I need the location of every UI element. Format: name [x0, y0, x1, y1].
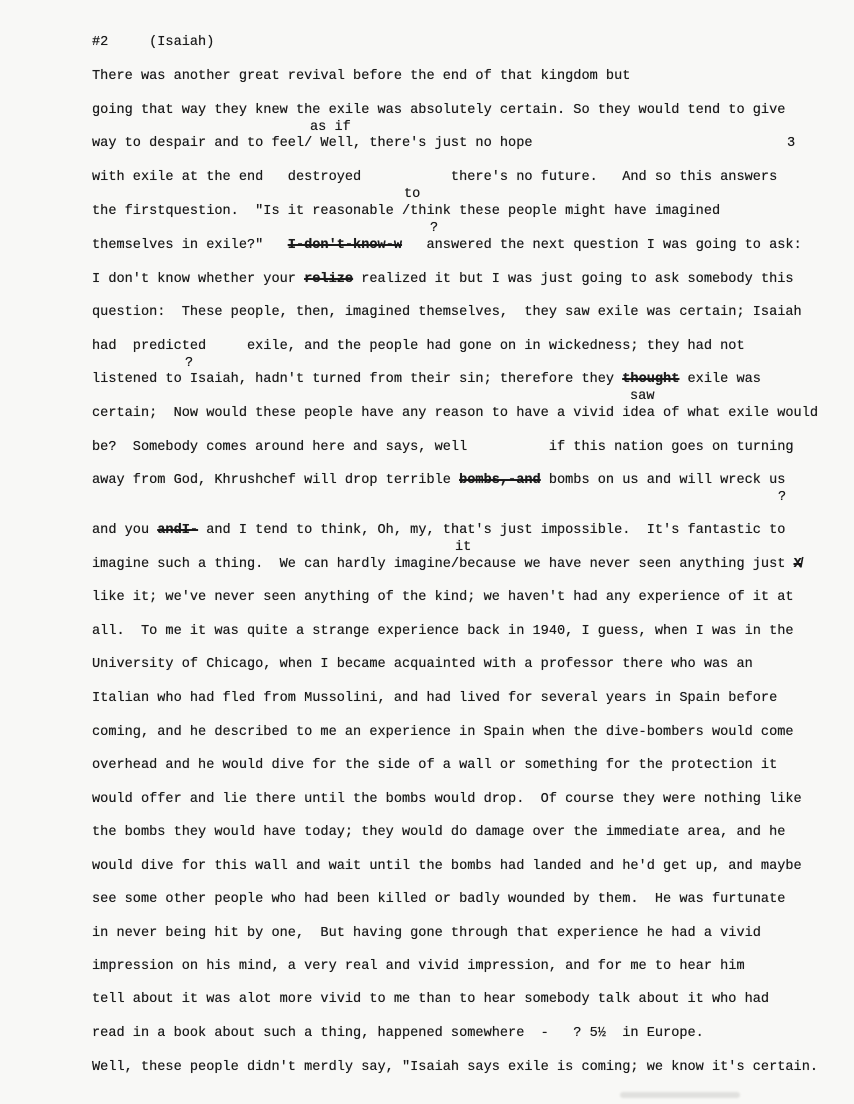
- text-line: question: These people, then, imagined themselves, they saw exile was certain; Isaiah: [92, 305, 802, 320]
- text-line: with exile at the end destroyed there's no future. And so this answers: [92, 170, 778, 185]
- text-line: themselves in exile?" I-don't-know-w answered the next question I was going to ask:: [92, 238, 802, 253]
- text-line: listened to Isaiah, hadn't turned from their sin; therefore they thought exile was: [92, 372, 761, 387]
- text-line: had predicted exile, and the people had gone on in wickedness; they had not: [92, 339, 745, 354]
- insert-as-if: as if: [310, 120, 351, 135]
- insert-to: to: [404, 187, 421, 202]
- text-line: read in a book about such a thing, happened somewhere - ? 5½ in Europe.: [92, 1026, 704, 1041]
- page-number: 3: [787, 136, 796, 151]
- query-mark: ?: [778, 490, 787, 505]
- text-line: the bombs they would have today; they would do damage over the immediate area, and he: [92, 825, 786, 840]
- text-line: going that way they knew the exile was absolutely certain. So they would tend to give: [92, 103, 786, 118]
- text-line: see some other people who had been killed or badly wounded by them. He was furtunate: [92, 892, 786, 907]
- text-line: overhead and he would dive for the side of a wall or something for the protection it: [92, 758, 778, 773]
- insert-saw: saw: [630, 389, 655, 404]
- text-line: would dive for this wall and wait until the bombs had landed and he'd get up, and maybe: [92, 859, 802, 874]
- text-line: in never being hit by one, But having gone through that experience he had a vivid: [92, 926, 761, 941]
- struck-out-text: X̸: [793, 557, 802, 572]
- query-mark: ?: [430, 221, 439, 236]
- text-line: impression on his mind, a very real and vivid impression, and for me to hear him: [92, 959, 745, 974]
- text-line: away from God, Khrushchef will drop terrible bombs,-and bombs on us and will wreck us: [92, 473, 786, 488]
- struck-out-text: thought: [622, 372, 680, 387]
- text-line: tell about it was alot more vivid to me than to hear somebody talk about it who had: [92, 992, 770, 1007]
- text-line: all. To me it was quite a strange experience back in 1940, I guess, when I was in the: [92, 624, 794, 639]
- text-line: I don't know whether your relize realized it but I was just going to ask somebody this: [92, 272, 794, 287]
- text-line: way to despair and to feel/ Well, there's just no hope: [92, 136, 533, 151]
- struck-out-text: andI-: [157, 523, 199, 538]
- text-line: the firstquestion. "Is it reasonable /think these people might have imagined: [92, 204, 721, 219]
- text-line: imagine such a thing. We can hardly imagine/because we have never seen anything just X̸: [92, 557, 802, 572]
- text-line: like it; we've never seen anything of the kind; we haven't had any experience of it at: [92, 590, 794, 605]
- text-line: There was another great revival before the end of that kingdom but: [92, 69, 631, 84]
- struck-out-text: bombs,-and: [459, 473, 541, 488]
- text-line: certain; Now would these people have any reason to have a vivid idea of what exile would: [92, 406, 819, 421]
- text-line: and you andI- and I tend to think, Oh, my, that's just impossible. It's fantastic to: [92, 523, 786, 538]
- text-line: Well, these people didn't merdly say, "Isaiah says exile is coming; we know it's certain.: [92, 1060, 819, 1075]
- struck-out-text: I-don't-know-w: [287, 238, 403, 253]
- insert-it: it: [455, 540, 472, 555]
- text-line: would offer and lie there until the bombs would drop. Of course they were nothing like: [92, 792, 802, 807]
- page-header: #2 (Isaiah): [92, 35, 215, 50]
- text-line: coming, and he described to me an experience in Spain when the dive-bombers would come: [92, 725, 794, 740]
- text-line: Italian who had fled from Mussolini, and had lived for several years in Spain before: [92, 691, 778, 706]
- text-line: University of Chicago, when I became acquainted with a professor there who was an: [92, 657, 753, 672]
- ink-smudge: [620, 1092, 740, 1098]
- query-mark: ?: [185, 356, 194, 371]
- struck-out-text: relize: [304, 272, 354, 287]
- text-line: be? Somebody comes around here and says, well if this nation goes on turning: [92, 440, 794, 455]
